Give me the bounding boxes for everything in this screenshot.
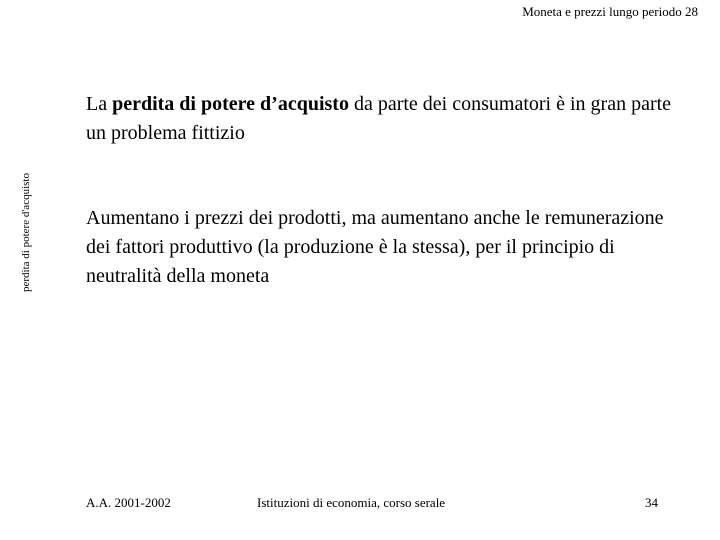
footer-academic-year: A.A. 2001-2002: [86, 495, 171, 510]
footer-page-number: 34: [645, 495, 658, 510]
side-label: perdita di potere d'acquisto: [20, 173, 32, 292]
header-title: Moneta e prezzi lungo periodo 28: [522, 4, 698, 19]
title-suffix: da parte dei consumatori è in gran parte un problema fittizio: [86, 93, 672, 144]
footer-course-name: Istituzioni di economia, corso serale: [257, 495, 446, 510]
slide-body-text: Aumentano i prezzi dei prodotti, ma aumentano anche le remunerazione dei fattori produttivo (la produzione è la stessa), per il principio di neutralità della moneta: [86, 207, 664, 287]
slide-title: [86, 90, 686, 148]
title-emphasis: perdita di potere d’acquisto: [112, 93, 349, 115]
title-prefix: La: [86, 93, 113, 115]
